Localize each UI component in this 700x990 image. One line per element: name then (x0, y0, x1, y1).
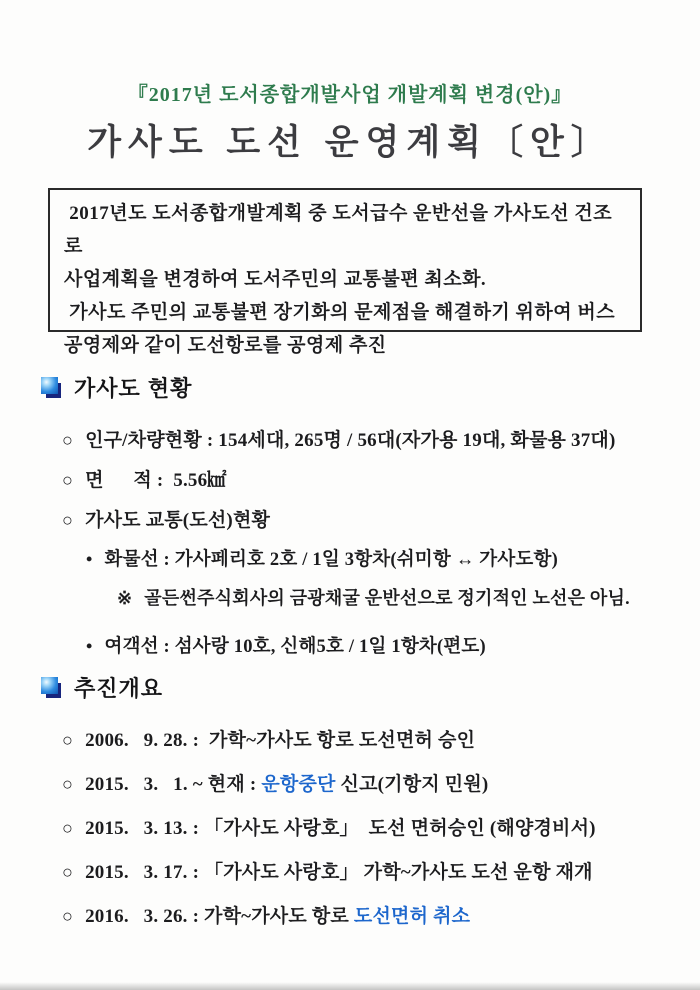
circle-bullet-icon: ○ (62, 774, 74, 794)
timeline-item (62, 769, 700, 796)
list-item (86, 545, 700, 571)
summary-line: 공영제와 같이 도선항로를 공영제 추진 (64, 335, 387, 356)
list-item (62, 505, 700, 532)
circle-bullet-icon: ○ (62, 818, 74, 838)
list-item (62, 425, 700, 452)
status-item-list (62, 425, 700, 658)
list-item-text: 가사도 교통(도선)현황 (85, 510, 271, 531)
circle-bullet-icon: ○ (62, 430, 74, 450)
timeline-item (62, 901, 700, 928)
status-section-heading (40, 372, 700, 403)
blue-square-icon (40, 376, 64, 400)
circle-bullet-icon: ○ (62, 862, 74, 882)
page-title: 가사도 도선 운영계획〔안〕 (87, 123, 613, 162)
list-item (86, 632, 700, 658)
status-section-title: 가사도 현황 (74, 376, 193, 401)
timeline-text: 2016. 3. 26. : 가학~가사도 항로 도선면허 취소 (85, 906, 471, 927)
highlight-text: 운항중단 (261, 774, 336, 795)
overview-section-title: 추진개요 (74, 676, 164, 701)
doc-subtitle: 『2017년 도서종합개발사업 개발계획 변경(안)』 (127, 84, 573, 106)
timeline-text: 2006. 9. 28. : 가학~가사도 항로 도선면허 승인 (85, 730, 476, 751)
dot-bullet-icon: • (86, 549, 93, 569)
summary-line: 2017년도 도서종합개발계획 중 도서급수 운반선을 가사도선 건조로 (64, 203, 613, 257)
dot-bullet-icon: • (86, 636, 93, 656)
reference-mark-icon: ※ (117, 588, 133, 608)
timeline-text: 2015. 3. 1. ~ 현재 : 운항중단 신고(기항지 민원) (85, 774, 489, 795)
timeline-item (62, 857, 700, 884)
overview-item-list (62, 725, 700, 928)
note-text: 골든썬주식회사의 금광채굴 운반선으로 정기적인 노선은 아님. (144, 588, 630, 608)
list-item-text: 면 적 : 5.56㎢ (85, 470, 227, 491)
circle-bullet-icon: ○ (62, 730, 74, 750)
status-section (0, 372, 700, 671)
overview-section-heading (40, 672, 700, 703)
list-item (62, 465, 700, 492)
timeline-text: 2015. 3. 17. : 「가사도 사랑호」 가학~가사도 도선 운항 재개 (85, 862, 593, 883)
timeline-text: 2015. 3. 13. : 「가사도 사랑호」 도선 면허승인 (해양경비서) (85, 818, 596, 839)
circle-bullet-icon: ○ (62, 906, 74, 926)
overview-section (0, 672, 700, 945)
blue-square-icon (40, 676, 64, 700)
circle-bullet-icon: ○ (62, 510, 74, 530)
list-item-text: 인구/차량현황 : 154세대, 265명 / 56대(자가용 19대, 화물용 37대) (85, 430, 616, 451)
highlight-text: 도선면허 취소 (353, 906, 471, 927)
circle-bullet-icon: ○ (62, 470, 74, 490)
scan-bottom-edge (0, 982, 700, 990)
transport-sub-list (86, 545, 700, 658)
summary-box (48, 188, 642, 356)
summary-line: 사업계획을 변경하여 도서주민의 교통불편 최소화. (64, 269, 487, 290)
note-item (117, 584, 700, 610)
summary-line: 가사도 주민의 교통불편 장기화의 문제점을 해결하기 위하여 버스 (64, 302, 616, 323)
timeline-item (62, 813, 700, 840)
list-item-text: 화물선 : 가사페리호 2호 / 1일 3항차(쉬미항 ↔ 가사도항) (104, 550, 558, 570)
timeline-item (62, 725, 700, 752)
list-item-text: 여객선 : 섬사랑 10호, 신해5호 / 1일 1항차(편도) (104, 637, 486, 657)
